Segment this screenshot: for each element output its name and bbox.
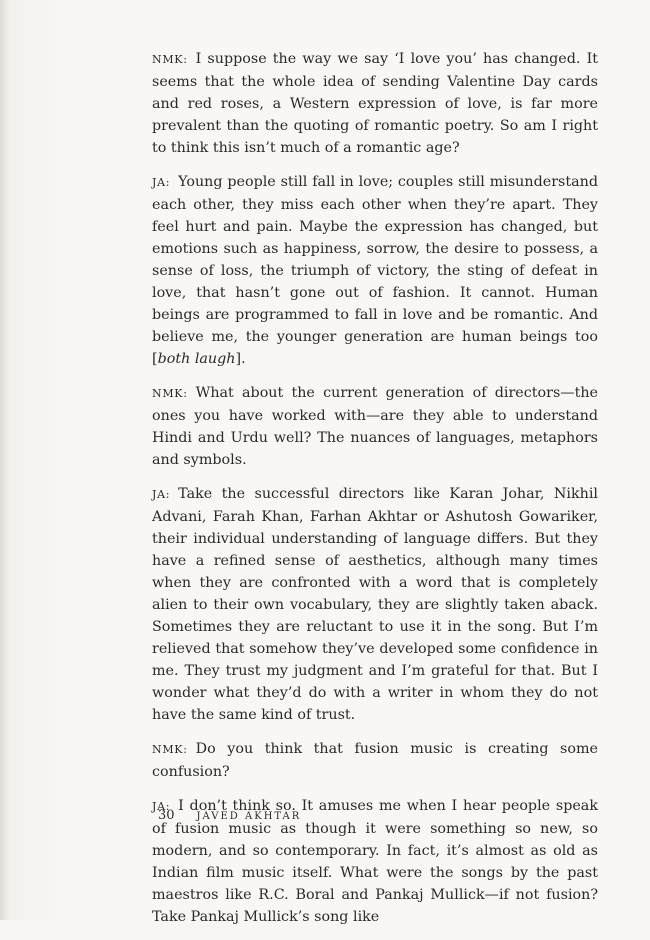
page-gutter-shadow bbox=[0, 0, 10, 920]
paragraph-text: What about the current generation of directors—the ones you have worked with—are they able to understand Hindi and Urdu well? The nuances of languages, metaphors and symbols. bbox=[152, 385, 598, 468]
running-head: JAVED AKHTAR bbox=[196, 811, 302, 822]
paragraph-nmk-3 bbox=[152, 738, 598, 783]
paragraph-nmk-2 bbox=[152, 382, 598, 471]
speaker-label: JA: bbox=[152, 800, 171, 813]
paragraph-text: Do you think that fusion music is creating some confusion? bbox=[152, 741, 598, 780]
paragraph-text: I don’t think so. It amuses me when I hear people speak of fusion music as though it were something so new, so modern, and so contemporary. In fact, it’s almost as old as Indian film music itself. What were the songs by the past maestros like R.C. Boral and Pankaj Mullick—if not fusion? Take Pankaj Mullick’s song like bbox=[152, 798, 598, 925]
speaker-label: NMK: bbox=[152, 743, 188, 756]
speaker-label: NMK: bbox=[152, 53, 188, 66]
paragraph-ja-2 bbox=[152, 483, 598, 726]
paragraph-text-end: ]. bbox=[235, 351, 246, 367]
paragraph-ja-1 bbox=[152, 171, 598, 370]
speaker-label: JA: bbox=[152, 176, 171, 189]
paragraph-text: I suppose the way we say ‘I love you’ has changed. It seems that the whole idea of sending Valentine Day cards and red roses, a Western expression of love, is far more prevalent than the quoting of romantic poetry. So am I right to think this isn’t much of a romantic age? bbox=[152, 51, 598, 156]
paragraph-text: Take the successful directors like Karan Johar, Nikhil Advani, Farah Khan, Farhan Akhtar or Ashutosh Gowariker, their individual understanding of language differs. But they have a refined sense of aesthetics, although many times when they are confronted with a word that is completely alien to their own vocabulary, they are slightly taken aback. Sometimes they are reluctant to use it in the song. But I’m relieved that somehow they’ve developed some confidence in me. They trust my judgment and I’m grateful for that. But I wonder what they’d do with a writer in whom they do not have the same kind of trust. bbox=[152, 486, 598, 723]
page-footer bbox=[158, 808, 301, 823]
stage-direction: both laugh bbox=[157, 351, 236, 367]
speaker-label: NMK: bbox=[152, 387, 188, 400]
speaker-label: JA: bbox=[152, 488, 171, 501]
paragraph-nmk-1 bbox=[152, 48, 598, 159]
page-number: 30 bbox=[158, 808, 175, 823]
paragraph-text: Young people still fall in love; couples still misunderstand each other, they miss each other when they’re apart. They feel hurt and pain. Maybe the expression has changed, but emotions such as happiness, sorrow, the desire to possess, a sense of loss, the triumph of victory, the sting of defeat in love, that hasn’t gone out of fashion. It cannot. Human beings are programmed to fall in love and be romantic. And believe me, the younger generation are human beings too [ bbox=[152, 174, 598, 367]
interview-text bbox=[152, 48, 598, 940]
